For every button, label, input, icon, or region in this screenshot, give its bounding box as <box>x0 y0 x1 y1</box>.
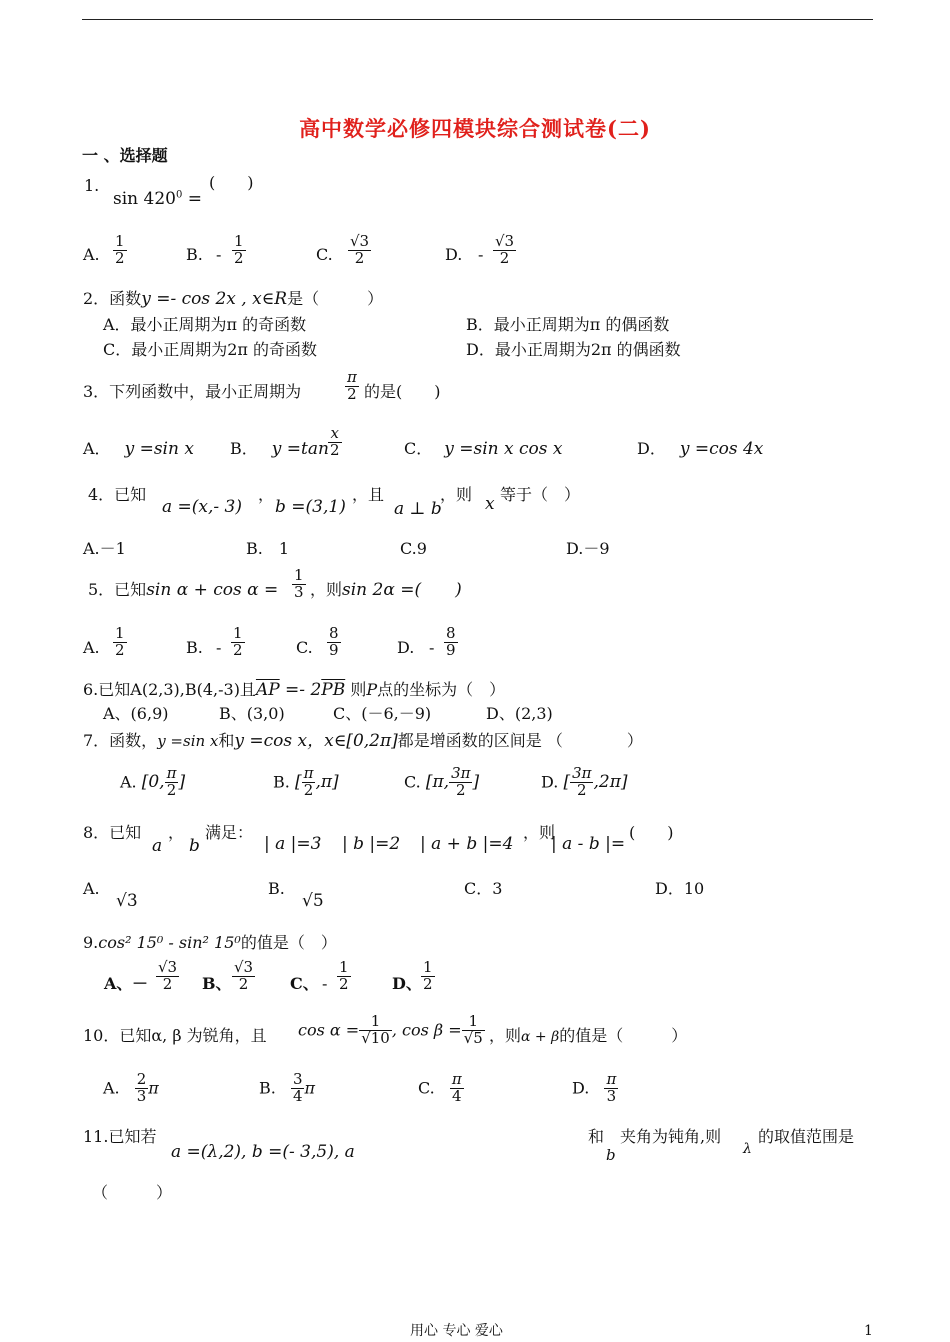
q8-condition-1: | a |=3 <box>264 834 322 854</box>
q11-tail2: 的取值范围是 <box>758 1127 855 1146</box>
q10-stem: 10．已知α, β 为锐角，且 <box>83 1026 267 1045</box>
q4-vector-a: a =(x,- 3) <box>162 497 243 517</box>
q4-ze: ，则 <box>440 485 473 504</box>
page-number: 1 <box>864 1323 873 1339</box>
q8-condition-4: | a - b |= <box>551 834 626 854</box>
q2-option-d: D．最小正周期为2π 的偶函数 <box>466 340 681 359</box>
q7-stem: 7．函数，y =sin x和y =cos x，x∈[0,2π]都是增函数的区间是 （ ） <box>83 731 643 751</box>
q8-ze: ，则 <box>523 823 556 842</box>
q3-option-a: A． y =sin x <box>83 439 194 459</box>
q10-stem-end: ，则α + β的值是（ ） <box>489 1026 688 1045</box>
q10-option-b: B. $\frac{3}{4}$ π <box>259 1070 315 1105</box>
q5-stem-end: ，则sin 2α =( ) <box>310 580 462 600</box>
q6-stem: 6.已知A(2,3),B(4,-3)且$\overline{AP} =- 2\overline{PB}$ 则P点的坐标为（ ） <box>83 680 506 700</box>
q10-option-a: A. $\frac{2}{3}$ π <box>103 1070 159 1105</box>
q4-option-d: D.－9 <box>566 539 610 558</box>
q2-option-a: A．最小正周期为π 的奇函数 <box>103 315 307 334</box>
q8-b: b <box>189 836 200 856</box>
q11-stem: 11.已知若 <box>83 1127 157 1146</box>
q2-option-b: B．最小正周期为π 的偶函数 <box>466 315 670 334</box>
q10-option-d: D. $\frac{\pi}{3}$ <box>572 1070 617 1105</box>
q8-answer-paren: ( ) <box>629 823 674 842</box>
q8-condition-2: | b |=2 <box>342 834 401 854</box>
q11-expression: a =(λ,2), b =(- 3,5), a <box>171 1142 355 1162</box>
q8-option-b: B. <box>268 879 285 898</box>
q6-option-c: C、(－6,－9) <box>333 704 432 723</box>
q3-option-c: C． y =sin x cos x <box>404 439 563 459</box>
q4-sep: ， <box>258 485 275 504</box>
section-heading: 一 、选择题 <box>82 146 168 165</box>
q8-option-b-value: √5 <box>302 891 324 911</box>
q7-option-d: D. [ $\frac{3\pi}{2}$ ,2π] <box>541 764 628 799</box>
q10-option-c: C. $\frac{\pi}{4}$ <box>418 1070 462 1105</box>
q11-lambda: λ <box>743 1141 752 1157</box>
q4-perp: a ⊥ b <box>394 499 442 519</box>
q1-number: 1. <box>84 176 100 195</box>
q3-stem-end: 的是( ) <box>364 382 441 401</box>
q8-stem: 8．已知 <box>83 823 142 842</box>
q7-option-a: A. [0, $\frac{\pi}{2}$ ] <box>120 764 186 799</box>
q11-b: b <box>606 1146 616 1164</box>
footer-motto: 用心 专心 爱心 <box>410 1323 503 1339</box>
q6-option-a: A、(6,9) <box>103 704 169 723</box>
q11-he: 和 <box>588 1127 605 1146</box>
q8-man: 满足： <box>205 823 254 842</box>
q11-answer-paren: （ ） <box>92 1183 173 1202</box>
q8-condition-3: | a + b |=4 <box>420 834 514 854</box>
q7-option-b: B. [ $\frac{\pi}{2}$ ,π] <box>273 764 339 799</box>
q4-deng: 等于（ ） <box>500 485 581 504</box>
q4-vector-b: b =(3,1) <box>275 497 346 517</box>
q8-option-a-value: √3 <box>116 891 138 911</box>
q8-comma: ， <box>168 823 185 842</box>
q8-a: a <box>152 836 163 856</box>
q1-answer-paren: ( ) <box>209 173 254 192</box>
q8-option-c: C．3 <box>464 879 503 898</box>
q7-option-c: C. [π, $\frac{3\pi}{2}$ ] <box>404 764 480 799</box>
q3-option-d: D． y =cos 4x <box>637 439 764 459</box>
q2-option-c: C．最小正周期为2π 的奇函数 <box>103 340 318 359</box>
q4-stem: 4．已知 <box>88 485 147 504</box>
q9-stem: 9.cos² 15⁰ - sin² 15⁰的值是（ ） <box>83 933 337 952</box>
q1-expression: $\sin 420^0$ = <box>113 189 202 209</box>
q5-stem: 5．已知sin α + cos α = <box>88 580 279 600</box>
q3-period-fraction: $\frac{\pi}{2}$ <box>347 368 357 403</box>
q5-fraction: $\frac{1}{3}$ <box>294 566 304 601</box>
page-title: 高中数学必修四模块综合测试卷(二) <box>299 116 651 141</box>
q3-option-b: B． y =tan <box>230 439 329 459</box>
q6-option-b: B、(3,0) <box>219 704 285 723</box>
q10-cos-alpha: cos α = $\frac{1}{√10}$ , cos β = $\frac{1}{√5}$ <box>298 1012 483 1047</box>
q4-qie: ，且 <box>352 485 385 504</box>
q3-stem: 3．下列函数中，最小正周期为 <box>83 382 302 401</box>
q4-x: x <box>485 494 495 514</box>
q8-option-a: A. <box>83 879 100 898</box>
q3-option-b-fraction: $\frac{x}{2}$ <box>330 424 340 459</box>
q8-option-d: D．10 <box>655 879 705 898</box>
q11-tail: 夹角为钝角,则 <box>620 1127 722 1146</box>
q4-option-a: A.－1 <box>83 539 126 558</box>
q4-option-c: C.9 <box>400 539 427 558</box>
q2-stem: 2．函数y =- cos 2x , x∈R是（ ） <box>83 289 384 309</box>
header-rule <box>82 19 873 20</box>
q6-option-d: D、(2,3) <box>486 704 553 723</box>
q4-option-b: B. 1 <box>246 539 290 558</box>
